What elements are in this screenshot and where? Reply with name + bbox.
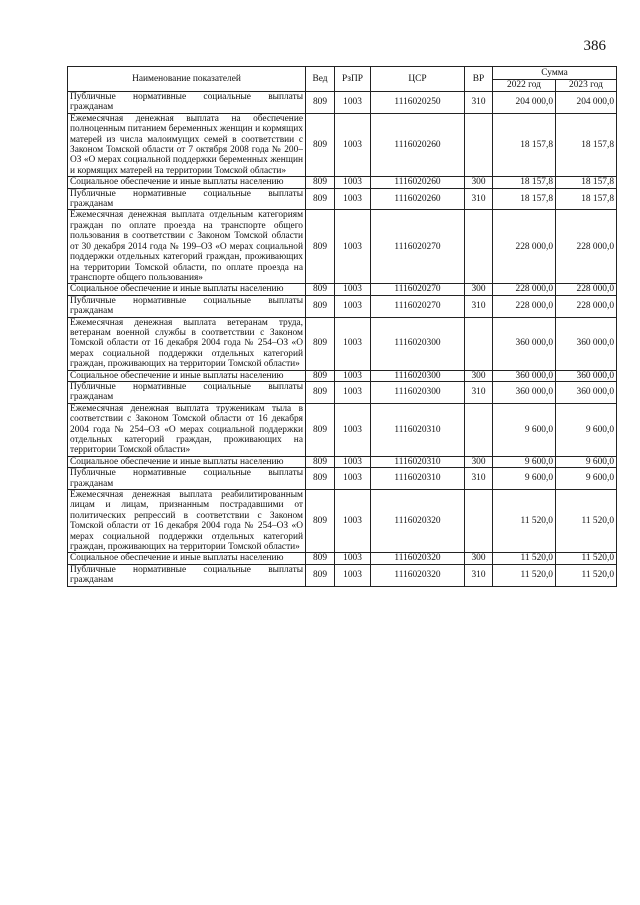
table-row bbox=[68, 403, 617, 456]
row-rzpr: 1003 bbox=[335, 92, 371, 114]
row-ved: 809 bbox=[306, 381, 335, 403]
row-vr bbox=[465, 403, 493, 456]
row-sum-2023: 11 520,0 bbox=[556, 553, 617, 564]
row-name: Социальное обеспечение и иные выплаты населению bbox=[68, 553, 306, 564]
page-number: 386 bbox=[583, 38, 606, 54]
row-csr: 1116020300 bbox=[371, 317, 465, 370]
row-rzpr: 1003 bbox=[335, 553, 371, 564]
row-sum-2022: 9 600,0 bbox=[493, 468, 556, 490]
row-name: Социальное обеспечение и иные выплаты населению bbox=[68, 370, 306, 381]
row-ved: 809 bbox=[306, 92, 335, 114]
row-vr bbox=[465, 210, 493, 284]
row-name: Публичные нормативные социальные выплаты гражданам bbox=[68, 92, 306, 114]
row-csr: 1116020310 bbox=[371, 456, 465, 467]
row-ved: 809 bbox=[306, 188, 335, 210]
row-rzpr: 1003 bbox=[335, 113, 371, 176]
row-sum-2022: 18 157,8 bbox=[493, 188, 556, 210]
row-ved: 809 bbox=[306, 284, 335, 295]
row-vr: 300 bbox=[465, 553, 493, 564]
table-row bbox=[68, 468, 617, 490]
row-ved: 809 bbox=[306, 370, 335, 381]
row-sum-2023: 11 520,0 bbox=[556, 564, 617, 586]
row-sum-2023: 228 000,0 bbox=[556, 284, 617, 295]
header-name: Наименование показателей bbox=[68, 67, 306, 92]
row-ved: 809 bbox=[306, 317, 335, 370]
row-name: Социальное обеспечение и иные выплаты населению bbox=[68, 456, 306, 467]
row-sum-2022: 11 520,0 bbox=[493, 553, 556, 564]
row-sum-2023: 228 000,0 bbox=[556, 210, 617, 284]
row-vr: 310 bbox=[465, 468, 493, 490]
row-csr: 1116020300 bbox=[371, 381, 465, 403]
row-rzpr: 1003 bbox=[335, 295, 371, 317]
header-csr: ЦСР bbox=[371, 67, 465, 92]
row-csr: 1116020270 bbox=[371, 210, 465, 284]
row-sum-2022: 228 000,0 bbox=[493, 295, 556, 317]
row-name: Социальное обеспечение и иные выплаты населению bbox=[68, 284, 306, 295]
row-sum-2022: 18 157,8 bbox=[493, 113, 556, 176]
row-csr: 1116020260 bbox=[371, 113, 465, 176]
row-sum-2022: 360 000,0 bbox=[493, 370, 556, 381]
row-name: Ежемесячная денежная выплата отдельным категориям граждан по оплате проезда на транспорте общего пользования в соответствии с Законом Томской области от 30 декабря 2014 года № 199–ОЗ «О мерах социальной поддержки отдельных категорий граждан, проживающих на территории Томской области, по оплате проезда на транспорте общего пользования» bbox=[68, 210, 306, 284]
row-ved: 809 bbox=[306, 295, 335, 317]
row-name: Публичные нормативные социальные выплаты гражданам bbox=[68, 188, 306, 210]
header-vr: ВР bbox=[465, 67, 493, 92]
table-row bbox=[68, 490, 617, 553]
row-vr: 310 bbox=[465, 564, 493, 586]
table-row bbox=[68, 295, 617, 317]
row-rzpr: 1003 bbox=[335, 564, 371, 586]
row-rzpr: 1003 bbox=[335, 188, 371, 210]
row-sum-2023: 9 600,0 bbox=[556, 468, 617, 490]
row-sum-2023: 360 000,0 bbox=[556, 370, 617, 381]
row-name: Социальное обеспечение и иные выплаты населению bbox=[68, 177, 306, 188]
row-vr bbox=[465, 317, 493, 370]
table-row bbox=[68, 177, 617, 188]
row-sum-2023: 18 157,8 bbox=[556, 113, 617, 176]
header-2022: 2022 год bbox=[493, 80, 556, 92]
header-sum: Сумма bbox=[493, 67, 617, 80]
row-rzpr: 1003 bbox=[335, 177, 371, 188]
row-name: Ежемесячная денежная выплата труженикам тыла в соответствии с Законом Томской области от 16 декабря 2004 года № 254–ОЗ «О мерах социальной поддержки отдельных категорий граждан, проживающих на территории Томской области» bbox=[68, 403, 306, 456]
row-csr: 1116020320 bbox=[371, 553, 465, 564]
row-sum-2023: 360 000,0 bbox=[556, 317, 617, 370]
row-sum-2023: 228 000,0 bbox=[556, 295, 617, 317]
table-row bbox=[68, 456, 617, 467]
row-rzpr: 1003 bbox=[335, 284, 371, 295]
row-ved: 809 bbox=[306, 553, 335, 564]
row-ved: 809 bbox=[306, 177, 335, 188]
row-rzpr: 1003 bbox=[335, 381, 371, 403]
row-rzpr: 1003 bbox=[335, 468, 371, 490]
table-row bbox=[68, 381, 617, 403]
row-sum-2023: 18 157,8 bbox=[556, 177, 617, 188]
row-csr: 1116020250 bbox=[371, 92, 465, 114]
row-vr: 310 bbox=[465, 295, 493, 317]
table-row bbox=[68, 564, 617, 586]
row-vr: 300 bbox=[465, 456, 493, 467]
row-vr bbox=[465, 490, 493, 553]
table-row bbox=[68, 188, 617, 210]
row-sum-2023: 204 000,0 bbox=[556, 92, 617, 114]
row-csr: 1116020270 bbox=[371, 295, 465, 317]
table-body bbox=[68, 92, 617, 587]
row-sum-2022: 228 000,0 bbox=[493, 210, 556, 284]
table-row bbox=[68, 370, 617, 381]
row-csr: 1116020300 bbox=[371, 370, 465, 381]
row-ved: 809 bbox=[306, 564, 335, 586]
row-rzpr: 1003 bbox=[335, 456, 371, 467]
header-rzpr: РзПР bbox=[335, 67, 371, 92]
table-row bbox=[68, 317, 617, 370]
row-ved: 809 bbox=[306, 490, 335, 553]
row-csr: 1116020320 bbox=[371, 490, 465, 553]
row-name: Публичные нормативные социальные выплаты гражданам bbox=[68, 295, 306, 317]
row-vr: 300 bbox=[465, 370, 493, 381]
row-vr: 310 bbox=[465, 92, 493, 114]
table-row bbox=[68, 92, 617, 114]
row-sum-2022: 18 157,8 bbox=[493, 177, 556, 188]
row-rzpr: 1003 bbox=[335, 370, 371, 381]
row-rzpr: 1003 bbox=[335, 490, 371, 553]
header-ved: Вед bbox=[306, 67, 335, 92]
row-vr: 300 bbox=[465, 177, 493, 188]
row-ved: 809 bbox=[306, 210, 335, 284]
row-name: Публичные нормативные социальные выплаты гражданам bbox=[68, 564, 306, 586]
row-name: Публичные нормативные социальные выплаты гражданам bbox=[68, 381, 306, 403]
row-csr: 1116020260 bbox=[371, 188, 465, 210]
row-sum-2022: 11 520,0 bbox=[493, 564, 556, 586]
row-name: Ежемесячная денежная выплата ветеранам труда, ветеранам военной службы в соответствии с Законом Томской области от 16 декабря 2004 года № 254–ОЗ «О мерах социальной поддержки отдельных категорий граждан, проживающих на территории Томской области» bbox=[68, 317, 306, 370]
row-csr: 1116020320 bbox=[371, 564, 465, 586]
row-vr: 300 bbox=[465, 284, 493, 295]
budget-table bbox=[67, 66, 617, 587]
row-sum-2023: 360 000,0 bbox=[556, 381, 617, 403]
row-csr: 1116020270 bbox=[371, 284, 465, 295]
row-vr: 310 bbox=[465, 381, 493, 403]
header-2023: 2023 год bbox=[556, 80, 617, 92]
row-name: Ежемесячная денежная выплата на обеспечение полноценным питанием беременных женщин и кормящих матерей из числа малоимущих семей в соответствии с Законом Томской области от 7 октября 2008 года № 200–ОЗ «О мерах социальной поддержки беременных женщин и кормящих матерей на территории Томской области» bbox=[68, 113, 306, 176]
row-csr: 1116020260 bbox=[371, 177, 465, 188]
row-sum-2022: 11 520,0 bbox=[493, 490, 556, 553]
row-vr: 310 bbox=[465, 188, 493, 210]
table-row bbox=[68, 210, 617, 284]
row-vr bbox=[465, 113, 493, 176]
row-sum-2022: 360 000,0 bbox=[493, 317, 556, 370]
row-sum-2022: 9 600,0 bbox=[493, 456, 556, 467]
row-ved: 809 bbox=[306, 456, 335, 467]
row-ved: 809 bbox=[306, 468, 335, 490]
table-row bbox=[68, 113, 617, 176]
row-sum-2022: 228 000,0 bbox=[493, 284, 556, 295]
table-row bbox=[68, 284, 617, 295]
row-sum-2023: 9 600,0 bbox=[556, 403, 617, 456]
row-sum-2023: 18 157,8 bbox=[556, 188, 617, 210]
row-sum-2023: 11 520,0 bbox=[556, 490, 617, 553]
table-row bbox=[68, 553, 617, 564]
row-name: Публичные нормативные социальные выплаты гражданам bbox=[68, 468, 306, 490]
row-sum-2022: 360 000,0 bbox=[493, 381, 556, 403]
row-csr: 1116020310 bbox=[371, 468, 465, 490]
row-ved: 809 bbox=[306, 403, 335, 456]
row-sum-2023: 9 600,0 bbox=[556, 456, 617, 467]
row-csr: 1116020310 bbox=[371, 403, 465, 456]
row-rzpr: 1003 bbox=[335, 210, 371, 284]
row-name: Ежемесячная денежная выплата реабилитированным лицам и лицам, признанным пострадавшими от политических репрессий в соответствии с Законом Томской области от 16 декабря 2004 года № 254–ОЗ «О мерах социальной поддержки отдельных категорий граждан, проживающих на территории Томской области» bbox=[68, 490, 306, 553]
row-sum-2022: 9 600,0 bbox=[493, 403, 556, 456]
row-rzpr: 1003 bbox=[335, 317, 371, 370]
row-rzpr: 1003 bbox=[335, 403, 371, 456]
row-ved: 809 bbox=[306, 113, 335, 176]
row-sum-2022: 204 000,0 bbox=[493, 92, 556, 114]
